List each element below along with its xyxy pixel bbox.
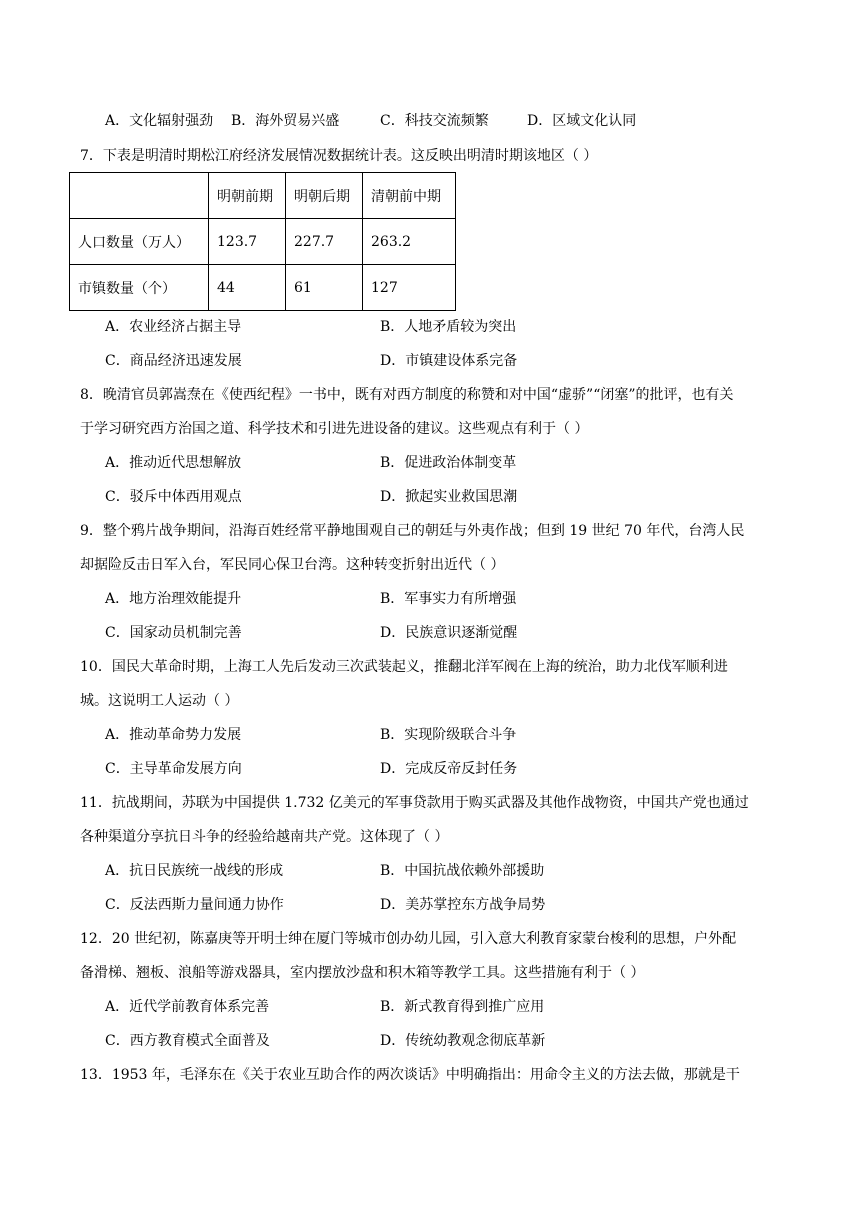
q9-option-c: C．国家动员机制完善 xyxy=(105,625,242,641)
q11-option-b: B．中国抗战依赖外部援助 xyxy=(380,863,545,879)
q11-option-a: A．抗日民族统一战线的形成 xyxy=(105,863,284,879)
q8-option-c: C．驳斥中体西用观点 xyxy=(105,489,242,505)
table-header-cell: 明朝前期 xyxy=(209,173,286,219)
q10-option-b: B．实现阶级联合斗争 xyxy=(380,727,517,743)
q7-option-b: B．人地矛盾较为突出 xyxy=(380,319,517,335)
table-cell: 227.7 xyxy=(286,219,363,265)
table-header-row xyxy=(70,173,456,219)
q9-option-a: A．地方治理效能提升 xyxy=(105,591,242,607)
economic-data-table xyxy=(69,172,456,311)
q7-option-d: D．市镇建设体系完备 xyxy=(380,353,518,369)
q10-stem-line1: 10．国民大革命时期，上海工人先后发动三次武装起义，推翻北洋军阀在上海的统治，助力北伐军顺利进 xyxy=(80,659,728,675)
q10-option-a: A．推动革命势力发展 xyxy=(105,727,242,743)
q7-stem: 7．下表是明清时期松江府经济发展情况数据统计表。这反映出明清时期该地区（ ） xyxy=(80,148,598,164)
q12-stem-line1: 12．20 世纪初，陈嘉庚等开明士绅在厦门等城市创办幼儿园，引入意大利教育家蒙台梭利的思想，户外配 xyxy=(80,931,737,947)
table-cell: 61 xyxy=(286,265,363,311)
q12-option-b: B．新式教育得到推广应用 xyxy=(380,999,545,1015)
q12-option-d: D．传统幼教观念彻底革新 xyxy=(380,1033,546,1049)
table-cell: 44 xyxy=(209,265,286,311)
q8-option-b: B．促进政治体制变革 xyxy=(380,455,517,471)
q6-option-c: C．科技交流频繁 xyxy=(380,113,489,129)
q8-stem-line1: 8．晚清官员郭嵩焘在《使西纪程》一书中，既有对西方制度的称赞和对中国“虚骄”“闭塞”的批评，也有关 xyxy=(80,387,734,403)
table-cell: 263.2 xyxy=(363,219,456,265)
q6-option-a: A．文化辐射强劲 xyxy=(105,113,214,129)
q8-stem-line2: 于学习研究西方治国之道、科学技术和引进先进设备的建议。这些观点有利于（ ） xyxy=(80,421,589,437)
q7-option-c: C．商品经济迅速发展 xyxy=(105,353,242,369)
table-row xyxy=(70,219,456,265)
q8-option-d: D．掀起实业救国思潮 xyxy=(380,489,518,505)
q12-option-c: C．西方教育模式全面普及 xyxy=(105,1033,270,1049)
table-header-cell: 清朝前中期 xyxy=(363,173,456,219)
q10-option-c: C．主导革命发展方向 xyxy=(105,761,242,777)
q9-stem-line1: 9．整个鸦片战争期间，沿海百姓经常平静地围观自己的朝廷与外夷作战；但到 19 世纪 70 年代，台湾人民 xyxy=(80,523,745,539)
table-header-cell xyxy=(70,173,209,219)
q12-stem-line2: 备滑梯、翘板、浪船等游戏器具，室内摆放沙盘和积木箱等教学工具。这些措施有利于（ ） xyxy=(80,965,645,981)
q9-option-b: B．军事实力有所增强 xyxy=(380,591,517,607)
table-header-cell: 明朝后期 xyxy=(286,173,363,219)
q11-stem-line2: 各种渠道分享抗日斗争的经验给越南共产党。这体现了（ ） xyxy=(80,829,449,845)
table-cell: 人口数量（万人） xyxy=(70,219,209,265)
q10-option-d: D．完成反帝反封任务 xyxy=(380,761,518,777)
q6-option-b: B．海外贸易兴盛 xyxy=(231,113,340,129)
q7-option-a: A．农业经济占据主导 xyxy=(105,319,242,335)
q8-option-a: A．推动近代思想解放 xyxy=(105,455,242,471)
q6-option-d: D．区域文化认同 xyxy=(527,113,637,129)
q11-option-c: C．反法西斯力量间通力协作 xyxy=(105,897,284,913)
q11-stem-line1: 11．抗战期间，苏联为中国提供 1.732 亿美元的军事贷款用于购买武器及其他作战物资，中国共产党也通过 xyxy=(80,795,749,811)
q9-option-d: D．民族意识逐渐觉醒 xyxy=(380,625,518,641)
table-cell: 123.7 xyxy=(209,219,286,265)
q10-stem-line2: 城。这说明工人运动（ ） xyxy=(80,693,239,709)
table-cell: 127 xyxy=(363,265,456,311)
q12-option-a: A．近代学前教育体系完善 xyxy=(105,999,270,1015)
q11-option-d: D．美苏掌控东方战争局势 xyxy=(380,897,546,913)
q13-stem-line1: 13．1953 年，毛泽东在《关于农业互助合作的两次谈话》中明确指出：用命令主义的方法去做，那就是干 xyxy=(80,1067,740,1083)
table-cell: 市镇数量（个） xyxy=(70,265,209,311)
q9-stem-line2: 却据险反击日军入台，军民同心保卫台湾。这种转变折射出近代（ ） xyxy=(80,557,505,573)
table-row xyxy=(70,265,456,311)
